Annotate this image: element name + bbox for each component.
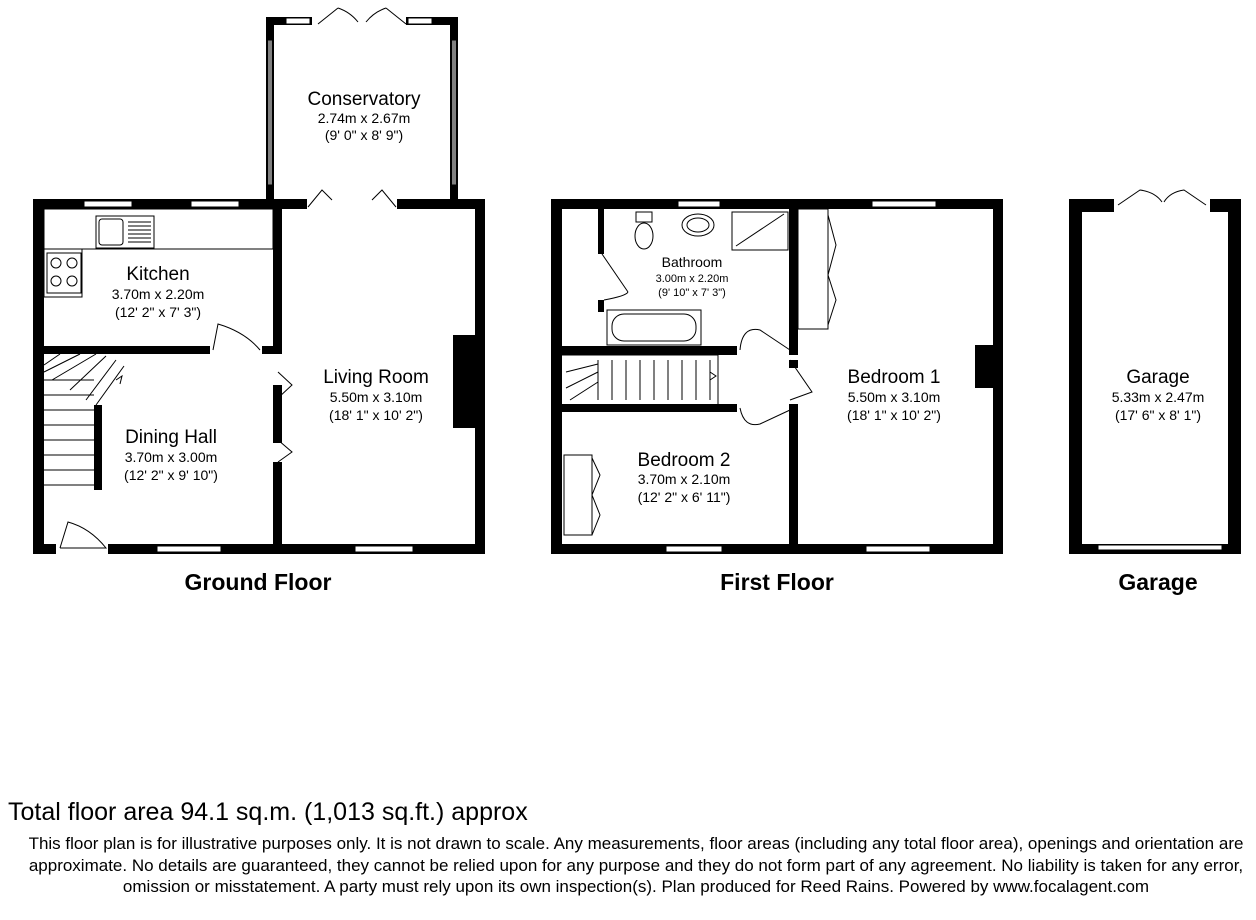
ground-floor-label: Ground Floor — [184, 569, 332, 595]
conservatory-metric: 2.74m x 2.67m — [317, 110, 411, 126]
garage-metric: 5.33m x 2.47m — [1111, 389, 1205, 405]
bathroom-name: Bathroom — [661, 254, 723, 270]
bathroom-metric: 3.00m x 2.20m — [655, 273, 729, 285]
dining-hall-imperial: (12' 2" x 9' 10") — [124, 467, 218, 483]
living-room-metric: 5.50m x 3.10m — [329, 389, 423, 405]
garage-name: Garage — [1126, 367, 1190, 388]
kitchen-metric: 3.70m x 2.20m — [111, 286, 205, 302]
garage-imperial: (17' 6" x 8' 1") — [1114, 407, 1202, 423]
bedroom-2-metric: 3.70m x 2.10m — [637, 471, 731, 487]
conservatory-imperial: (9' 0" x 8' 9") — [324, 127, 404, 143]
bedroom-1-name: Bedroom 1 — [847, 367, 941, 388]
bedroom-2-imperial: (12' 2" x 6' 11") — [637, 489, 731, 505]
bedroom-2-name: Bedroom 2 — [637, 450, 731, 471]
conservatory-name: Conservatory — [307, 89, 421, 110]
kitchen-imperial: (12' 2" x 7' 3") — [114, 304, 202, 320]
garage-floor-label: Garage — [1118, 569, 1198, 595]
kitchen-name: Kitchen — [126, 264, 190, 285]
bedroom-1-metric: 5.50m x 3.10m — [847, 389, 941, 405]
living-room-name: Living Room — [323, 367, 429, 388]
disclaimer-text: This floor plan is for illustrative purposes only. It is not drawn to scale. Any measurements, floor areas (including any total floor area), openings and orientation are approximate. No details are guaranteed, they cannot be relied upon for any purpose and they do not form part of any agreement. No liability is taken for any error, omission or misstatement. A party must rely upon its own inspection(s). Plan produced for Reed Rains. Powered by www.focalagent.com — [28, 834, 1244, 896]
dining-hall-metric: 3.70m x 3.00m — [124, 449, 218, 465]
total-floor-area: Total floor area 94.1 sq.m. (1,013 sq.ft.) approx — [8, 798, 528, 826]
first-floor-label: First Floor — [720, 569, 834, 595]
bathroom-imperial: (9' 10" x 7' 3") — [658, 287, 726, 299]
living-room-imperial: (18' 1" x 10' 2") — [329, 407, 423, 423]
bedroom-1-imperial: (18' 1" x 10' 2") — [847, 407, 941, 423]
dining-hall-name: Dining Hall — [125, 427, 217, 448]
